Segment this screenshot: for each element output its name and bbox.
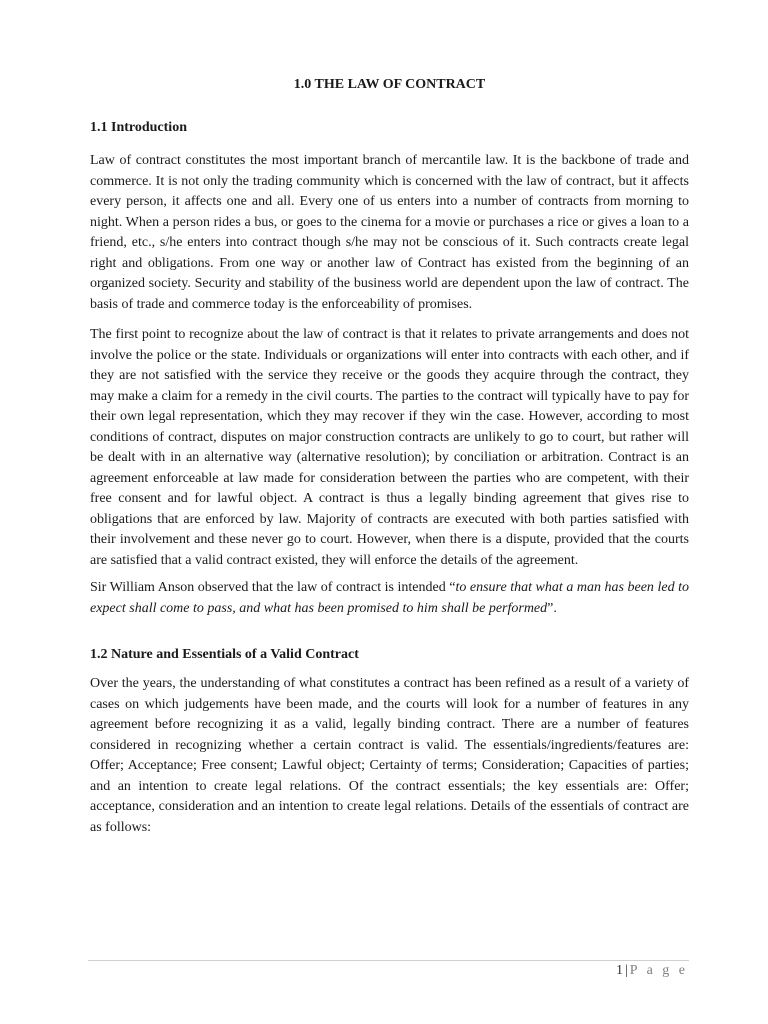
footer-separator: | xyxy=(624,963,628,978)
page-label: P a g e xyxy=(629,963,688,978)
paragraph-nature-essentials-1: Over the years, the understanding of what constitutes a contract has been refined as a result of a variety of cases on which judgements have been made, and the courts will look for a number of features in any agreement before recognizing it as a valid, legally binding contract. There are a number of features considered in recognizing whether a certain contract is valid. The essentials/ingredients/features are: Offer; Acceptance; Free consent; Lawful object; Certainty of terms; Consideration; Capacities of parties; and an intention to create legal relations. Of the contract essentials; the key essentials are: Offer; acceptance, consideration and an intention to create legal relations. Details of the essentials of contract are as follows: xyxy=(90,676,689,835)
paragraph-introduction-1: Law of contract constitutes the most important branch of mercantile law. It is the backbone of trade and commerce. It is not only the trading community which is concerned with the law of contract, but it affects every person, it affects one and all. Every one of us enters into a number of contracts from morning to night. When a person rides a bus, or goes to the cinema for a movie or purchases a rice or gives a loan to a friend, etc., s/he enters into contract though s/he may not be conscious of it. Such contracts create legal right and obligations. From one way or another law of Contract has existed from the beginning of an organized society. Security and stability of the business world are dependent upon the law of contract. The basis of trade and commerce today is the enforceability of promises. xyxy=(90,153,689,312)
document-body xyxy=(90,75,689,848)
section-heading-introduction: 1.1 Introduction xyxy=(90,120,187,135)
document-title: 1.0 THE LAW OF CONTRACT xyxy=(293,77,486,92)
footer-divider xyxy=(88,960,689,961)
paragraph-anson-quote xyxy=(90,578,689,619)
quote-text: to ensure that what a man has been led to expect shall come to pass, and what has been promised to him shall be performed xyxy=(90,580,689,616)
section-heading-nature-essentials: 1.2 Nature and Essentials of a Valid Contract xyxy=(90,647,359,662)
quote-lead: Sir William Anson observed that the law of contract is intended “ xyxy=(90,580,456,595)
quote-tail: ”. xyxy=(547,600,557,616)
paragraph-introduction-2: The first point to recognize about the law of contract is that it relates to private arrangements and does not involve the police or the state. Individuals or organizations will enter into contracts with each other, and if they are not satisfied with the service they receive or the goods they acquire through the contract, they may make a claim for a remedy in the civil courts. The parties to the contract will typically have to pay for their own legal representation, which they may recover if they win the case. However, according to most conditions of contract, disputes on major construction contracts are unlikely to go to court, but rather will be dealt with in an alternative way (alternative resolution); by conciliation or arbitration. Contract is an agreement enforceable at law made for consideration between the parties who are competent, with their free consent and for lawful object. A contract is thus a legally binding agreement that gives rise to obligations that are enforced by law. Majority of contracts are executed with both parties satisfied with their involvement and these never go to court. However, when there is a dispute, provided that the courts are satisfied that a valid contract existed, they will enforce the details of the agreement. xyxy=(90,327,689,568)
page-number: 1 xyxy=(615,963,623,978)
page-footer xyxy=(616,961,688,981)
